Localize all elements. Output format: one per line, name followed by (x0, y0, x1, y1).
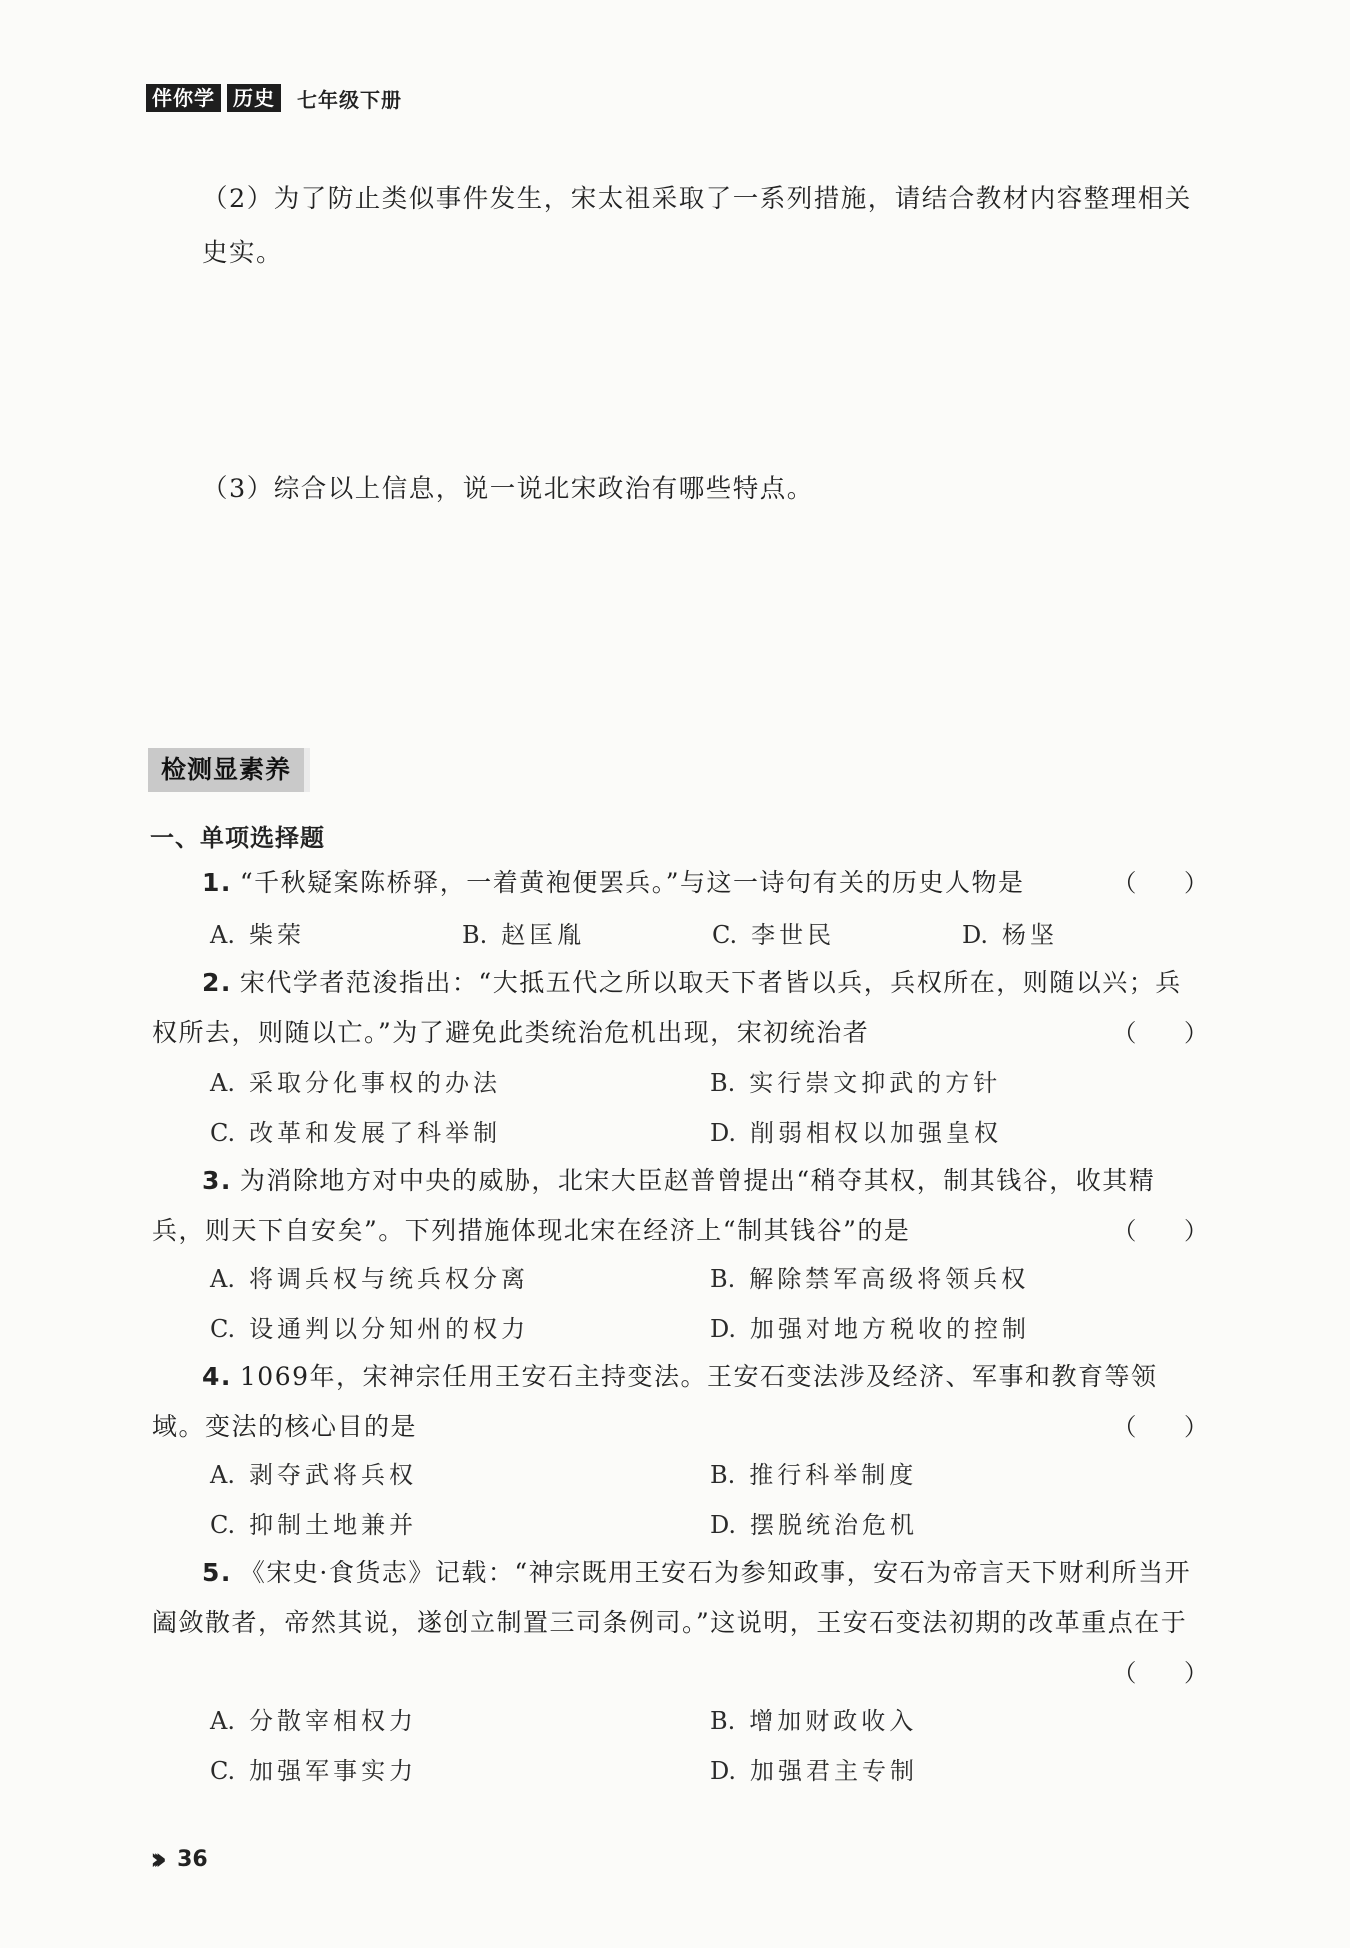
option-c[interactable]: C. 抑制土地兼并 (210, 1511, 418, 1539)
option-d[interactable]: D. 削弱相权以加强皇权 (710, 1119, 1003, 1147)
option-a[interactable]: A. 将调兵权与统兵权分离 (210, 1265, 529, 1293)
question-3-open (150, 462, 1210, 516)
question-2-open (150, 172, 1210, 280)
option-a[interactable]: A. 采取分化事权的办法 (210, 1069, 501, 1097)
question-stem: 宋代学者范浚指出：“大抵五代之所以取天下者皆以兵，兵权所在，则随以兴；兵权所去，则随以亡。”为了避免此类统治危机出现，宋初统治者 (152, 968, 1182, 1047)
option-a[interactable]: A. 分散宰相权力 (210, 1707, 417, 1735)
section-title: 检测显素养 (148, 748, 310, 792)
answer-paren: （ ） (1112, 869, 1208, 897)
mcq-3 (152, 1156, 1208, 1256)
question-number: 5. (202, 1558, 232, 1587)
option-d[interactable]: D. 摆脱统治危机 (710, 1511, 919, 1539)
option-b[interactable]: B. 赵匡胤 (462, 921, 586, 949)
answer-paren: （ ） (1112, 1019, 1208, 1047)
mcq-4 (152, 1352, 1208, 1452)
option-a[interactable]: A. 柴荣 (210, 921, 305, 949)
option-c[interactable]: C. 李世民 (712, 921, 836, 949)
option-b[interactable]: B. 推行科举制度 (710, 1461, 918, 1489)
answer-paren: （ ） (1112, 1413, 1208, 1441)
option-d[interactable]: D. 杨坚 (962, 921, 1059, 949)
mcq-2 (152, 958, 1208, 1058)
grade-label: 七年级下册 (297, 87, 402, 112)
question-number: 4. (202, 1362, 232, 1391)
question-2-text: （2）为了防止类似事件发生，宋太祖采取了一系列措施，请结合教材内容整理相关史实。 (202, 184, 1192, 268)
question-stem: 为消除地方对中央的威胁，北宋大臣赵普曾提出“稍夺其权，制其钱谷，收其精兵，则天下自安矣”。下列措施体现北宋在经济上“制其钱谷”的是 (152, 1166, 1156, 1245)
chevrons-icon: ››› (150, 1842, 158, 1877)
question-number: 1. (202, 868, 232, 897)
section-subhead: 一、单项选择题 (150, 824, 325, 852)
option-d[interactable]: D. 加强君主专制 (710, 1757, 919, 1785)
mcq-5 (152, 1548, 1208, 1698)
question-3-text: （3）综合以上信息，说一说北宋政治有哪些特点。 (202, 474, 814, 504)
page-header (146, 84, 402, 112)
subject-label: 历史 (227, 84, 281, 112)
question-stem: 1069年，宋神宗任用王安石主持变法。王安石变法涉及经济、军事和教育等领域。变法的核心目的是 (152, 1362, 1158, 1441)
page-number: 36 (177, 1847, 208, 1872)
question-stem: “千秋疑案陈桥驿，一着黄袍便罢兵。”与这一诗句有关的历史人物是 (239, 868, 1025, 897)
page-footer (150, 1842, 208, 1877)
series-label: 伴你学 (146, 84, 221, 112)
option-c[interactable]: C. 改革和发展了科举制 (210, 1119, 502, 1147)
option-b[interactable]: B. 实行崇文抑武的方针 (710, 1069, 1002, 1097)
question-number: 3. (202, 1166, 232, 1195)
answer-paren: （ ） (1112, 1659, 1208, 1687)
option-c[interactable]: C. 加强军事实力 (210, 1757, 418, 1785)
option-d[interactable]: D. 加强对地方税收的控制 (710, 1315, 1031, 1343)
answer-paren: （ ） (1112, 1217, 1208, 1245)
question-number: 2. (202, 968, 232, 997)
option-a[interactable]: A. 剥夺武将兵权 (210, 1461, 417, 1489)
option-b[interactable]: B. 增加财政收入 (710, 1707, 918, 1735)
mcq-1 (152, 858, 1208, 908)
question-stem: 《宋史·食货志》记载：“神宗既用王安石为参知政事，安石为帝言天下财利所当开阖敛散者，帝然其说，遂创立制置三司条例司。”这说明，王安石变法初期的改革重点在于 (152, 1558, 1192, 1637)
option-c[interactable]: C. 设通判以分知州的权力 (210, 1315, 530, 1343)
option-b[interactable]: B. 解除禁军高级将领兵权 (710, 1265, 1030, 1293)
